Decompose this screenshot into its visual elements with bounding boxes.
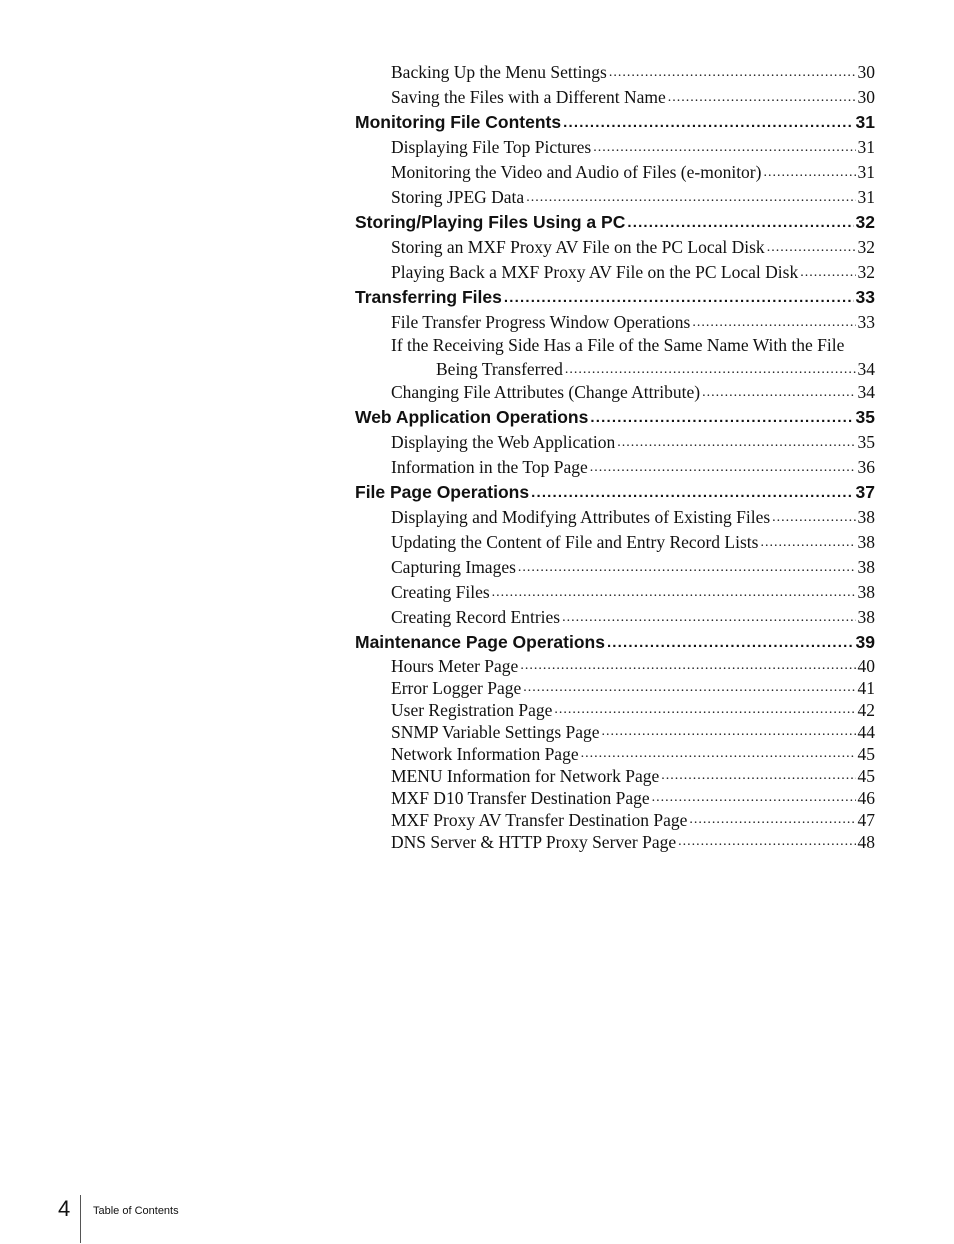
toc-section-entry bbox=[355, 210, 875, 235]
dot-leader bbox=[526, 185, 855, 210]
dot-leader bbox=[531, 480, 853, 505]
footer-divider bbox=[80, 1195, 81, 1243]
toc-entry-title: Creating Record Entries bbox=[391, 607, 561, 627]
toc-entry-title: User Registration Page bbox=[391, 700, 553, 720]
toc-entry-title: SNMP Variable Settings Page bbox=[391, 722, 600, 742]
toc-entry-title: File Transfer Progress Window Operations bbox=[391, 312, 691, 332]
toc-subentry bbox=[355, 260, 875, 285]
dot-leader bbox=[609, 60, 856, 85]
dot-leader bbox=[563, 110, 853, 135]
dot-leader bbox=[692, 310, 855, 335]
toc-entry-title: Storing JPEG Data bbox=[391, 187, 525, 207]
toc-entry-title: MENU Information for Network Page bbox=[391, 766, 660, 786]
toc-entry-title: Network Information Page bbox=[391, 744, 579, 764]
toc-subentry bbox=[355, 60, 875, 85]
toc-entry-title: Information in the Top Page bbox=[391, 457, 588, 477]
toc-entry-title: Hours Meter Page bbox=[391, 656, 519, 676]
toc-page-number: 36 bbox=[857, 457, 875, 477]
toc-section-entry bbox=[355, 110, 875, 135]
dot-leader bbox=[702, 380, 855, 405]
toc-subentry bbox=[355, 677, 875, 699]
dot-leader bbox=[617, 430, 855, 455]
toc-page-number: 31 bbox=[855, 112, 875, 132]
toc-page-number: 39 bbox=[855, 632, 875, 652]
toc-entry-title: Storing/Playing Files Using a PC bbox=[355, 212, 626, 232]
toc-page-number: 48 bbox=[857, 832, 875, 852]
toc-subentry bbox=[355, 699, 875, 721]
dot-leader bbox=[602, 721, 856, 743]
toc-entry-title: Displaying the Web Application bbox=[391, 432, 616, 452]
toc-page-number: 32 bbox=[855, 212, 875, 232]
toc-subentry bbox=[355, 185, 875, 210]
dot-leader bbox=[627, 210, 853, 235]
toc-subentry bbox=[355, 310, 875, 335]
toc-subentry bbox=[355, 505, 875, 530]
dot-leader bbox=[504, 285, 854, 310]
toc-entry-title: MXF Proxy AV Transfer Destination Page bbox=[391, 810, 688, 830]
toc-page-number: 34 bbox=[857, 382, 875, 402]
toc-page-number: 41 bbox=[857, 678, 875, 698]
toc-entry-title: Updating the Content of File and Entry Record Lists bbox=[391, 532, 759, 552]
toc-section-entry bbox=[355, 285, 875, 310]
toc-section-entry bbox=[355, 630, 875, 655]
toc-subentry bbox=[355, 743, 875, 765]
toc-page-number: 32 bbox=[857, 262, 875, 282]
toc-entry-title: Transferring Files bbox=[355, 287, 502, 307]
toc-page-number: 31 bbox=[857, 162, 875, 182]
toc-entry-title: Capturing Images bbox=[391, 557, 516, 577]
toc-page-number: 42 bbox=[857, 700, 875, 720]
dot-leader bbox=[678, 831, 855, 853]
dot-leader bbox=[607, 630, 854, 655]
footer-section-label: Table of Contents bbox=[93, 1205, 179, 1217]
toc-entry-title: Web Application Operations bbox=[355, 407, 589, 427]
dot-leader bbox=[593, 135, 855, 160]
toc-page-number: 33 bbox=[855, 287, 875, 307]
toc-page-number: 38 bbox=[857, 607, 875, 627]
dot-leader bbox=[562, 605, 855, 630]
toc-subentry bbox=[355, 135, 875, 160]
dot-leader bbox=[689, 809, 855, 831]
toc-page-number: 38 bbox=[857, 582, 875, 602]
dot-leader bbox=[590, 405, 853, 430]
toc-subentry bbox=[355, 455, 875, 480]
toc-page-number: 33 bbox=[857, 312, 875, 332]
toc-subentry bbox=[355, 430, 875, 455]
dot-leader bbox=[520, 655, 855, 677]
toc-page-number: 30 bbox=[857, 87, 875, 107]
toc-subentry bbox=[355, 335, 875, 380]
dot-leader bbox=[523, 677, 855, 699]
toc-subentry bbox=[355, 721, 875, 743]
dot-leader bbox=[518, 555, 856, 580]
toc-entry-title: MXF D10 Transfer Destination Page bbox=[391, 788, 650, 808]
toc-page-number: 37 bbox=[855, 482, 875, 502]
toc-entry-title: Monitoring the Video and Audio of Files (e-monitor) bbox=[391, 162, 762, 182]
toc-subentry bbox=[355, 380, 875, 405]
toc-subentry bbox=[355, 787, 875, 809]
toc-entry-title-continued: Being Transferred bbox=[436, 359, 563, 379]
dot-leader bbox=[760, 530, 855, 555]
dot-leader bbox=[763, 160, 855, 185]
toc-entry-title: Maintenance Page Operations bbox=[355, 632, 605, 652]
toc-entry-title: Changing File Attributes (Change Attribute) bbox=[391, 382, 701, 402]
toc-page-number: 38 bbox=[857, 557, 875, 577]
dot-leader bbox=[554, 699, 855, 721]
toc-section-entry bbox=[355, 405, 875, 430]
toc-page-number: 35 bbox=[857, 432, 875, 452]
toc-subentry bbox=[355, 765, 875, 787]
toc-entry-title: Playing Back a MXF Proxy AV File on the PC Local Disk bbox=[391, 262, 799, 282]
toc-subentry bbox=[355, 235, 875, 260]
toc-page-number: 31 bbox=[857, 137, 875, 157]
toc-subentry bbox=[355, 605, 875, 630]
toc-entry-title: DNS Server & HTTP Proxy Server Page bbox=[391, 832, 677, 852]
toc-page-number: 38 bbox=[857, 532, 875, 552]
dot-leader bbox=[590, 455, 856, 480]
dot-leader bbox=[492, 580, 856, 605]
dot-leader bbox=[581, 743, 856, 765]
toc-page-number: 30 bbox=[857, 62, 875, 82]
dot-leader bbox=[661, 765, 855, 787]
toc-subentry bbox=[355, 580, 875, 605]
toc-page-number: 40 bbox=[857, 656, 875, 676]
toc-page-number: 38 bbox=[857, 507, 875, 527]
toc-entry-title: Error Logger Page bbox=[391, 678, 522, 698]
toc-subentry bbox=[355, 655, 875, 677]
toc-entry-title: Storing an MXF Proxy AV File on the PC Local Disk bbox=[391, 237, 765, 257]
dot-leader bbox=[772, 505, 855, 530]
toc-page-number: 47 bbox=[857, 810, 875, 830]
table-of-contents bbox=[355, 60, 875, 853]
toc-subentry bbox=[355, 160, 875, 185]
toc-page-number: 44 bbox=[857, 722, 875, 742]
toc-page-number: 32 bbox=[857, 237, 875, 257]
toc-subentry bbox=[355, 530, 875, 555]
toc-entry-title: Displaying and Modifying Attributes of Existing Files bbox=[391, 507, 771, 527]
dot-leader bbox=[767, 235, 856, 260]
toc-entry-title: Backing Up the Menu Settings bbox=[391, 62, 607, 82]
toc-entry-title: Monitoring File Contents bbox=[355, 112, 562, 132]
toc-page-number: 45 bbox=[857, 744, 875, 764]
toc-entry-title: Creating Files bbox=[391, 582, 490, 602]
dot-leader bbox=[668, 85, 856, 110]
toc-page-number: 34 bbox=[857, 359, 875, 379]
toc-page-number: 31 bbox=[857, 187, 875, 207]
toc-entry-continuation bbox=[391, 356, 875, 380]
toc-entry-title: Saving the Files with a Different Name bbox=[391, 87, 666, 107]
page-number: 4 bbox=[58, 1196, 71, 1221]
dot-leader bbox=[565, 359, 856, 380]
dot-leader bbox=[652, 787, 856, 809]
toc-entry-title: If the Receiving Side Has a File of the Same Name With the File bbox=[391, 335, 845, 355]
toc-entry-title: Displaying File Top Pictures bbox=[391, 137, 592, 157]
toc-page-number: 46 bbox=[857, 788, 875, 808]
toc-subentry bbox=[355, 809, 875, 831]
toc-page-number: 45 bbox=[857, 766, 875, 786]
toc-subentry bbox=[355, 831, 875, 853]
toc-subentry bbox=[355, 555, 875, 580]
toc-section-entry bbox=[355, 480, 875, 505]
dot-leader bbox=[800, 260, 855, 285]
toc-entry-title: File Page Operations bbox=[355, 482, 530, 502]
toc-subentry bbox=[355, 85, 875, 110]
toc-page-number: 35 bbox=[855, 407, 875, 427]
